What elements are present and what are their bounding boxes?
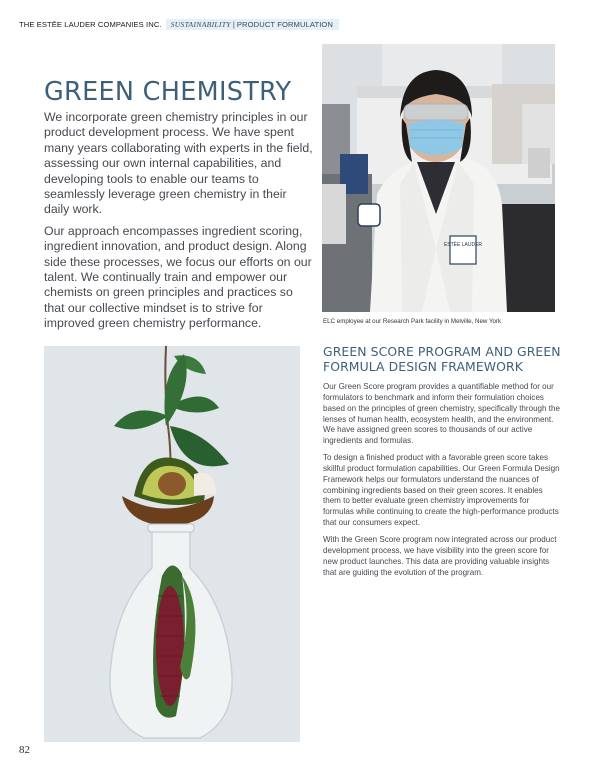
flask-still-life-illustration <box>44 346 300 742</box>
breadcrumb-separator: | <box>232 19 235 29</box>
lab-photo <box>322 44 555 312</box>
page-number: 82 <box>19 744 30 756</box>
body-paragraph: With the Green Score program now integrated across our product development process, we have visibility into the green score for new product launches. This data are providing valuable insights that are guiding the evolution of the program. <box>323 534 557 577</box>
green-score-body <box>323 382 561 584</box>
page-title: GREEN CHEMISTRY <box>44 77 292 107</box>
product-still-life-image <box>44 346 300 742</box>
intro-paragraph: Our approach encompasses ingredient scoring, ingredient innovation, and product design. Along side these processes, we focus our efforts on our talent. We continually train and empower our chemists on green principles and practices so that our collective mindset is to strive for improved green chemistry performance. <box>44 223 312 331</box>
body-paragraph: To design a finished product with a favorable green score takes skillful product formulation capabilities. Our Green Formula Design Framework helps our formulators understand the nuances of combining ingredients based on their green scores. It enables them to better evaluate green chemistry improvements for formulas while continuing to create the high-performance products that our consumers expect. <box>323 453 560 528</box>
intro-paragraph: We incorporate green chemistry principles in our product development process. We have spent many years collaborating with experts in the field, assessing our own internal capabilities, and developing tools to enable our teams to seamlessly leverage green chemistry in their daily work. <box>44 110 313 217</box>
section-label: SUSTAINABILITY <box>170 19 231 29</box>
body-paragraph: Our Green Score program provides a quantifiable method for our formulators to benchmark and inform their formulation choices based on the principles of green chemistry, specifically through the lenses of human health, ecosystem health, and the environment. We have assigned green scores to thousands of our active ingredients and formulas. <box>323 382 560 446</box>
running-header <box>19 17 339 31</box>
svg-text:ESTĒE LAUDER: ESTĒE LAUDER <box>443 242 483 248</box>
lab-photo-illustration <box>322 44 555 312</box>
intro-text <box>44 110 314 338</box>
photo-caption: ELC employee at our Research Park facility in Melville, New York <box>323 318 502 325</box>
section-breadcrumb <box>166 19 339 30</box>
brand-name: THE ESTĒE LAUDER COMPANIES INC. <box>19 19 162 29</box>
subsection-label: PRODUCT FORMULATION <box>236 19 334 29</box>
section-subheading: GREEN SCORE PROGRAM AND GREEN FORMULA DESIGN FRAMEWORK <box>323 344 561 374</box>
